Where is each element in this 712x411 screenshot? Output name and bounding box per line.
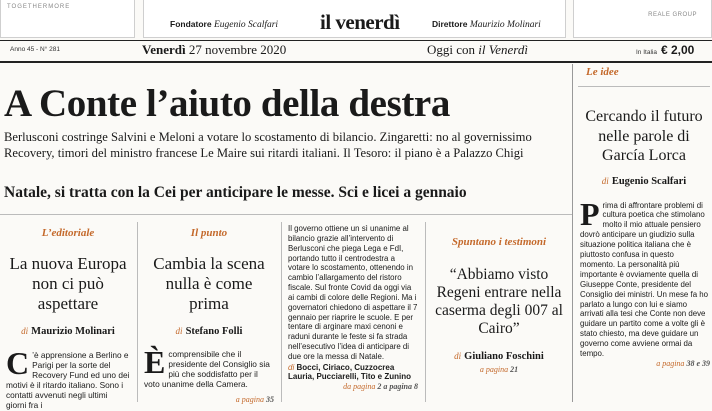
idee-title[interactable]: Cercando il futuro nelle parole di García Lorca — [585, 108, 703, 164]
news-page-range: 2 a pagina 8 — [377, 381, 418, 391]
idee-text: rima di affrontare problemi di cultura poetica che stimolano molto il mio attuale pensiero dovrò anticipare un giudizio sulla situazione politica italiana che è piuttosto confusa in questo momento. La personalità più importante è ovviamente quella di Giuseppe Conte, presidente del Consiglio dei ministri. Un mese fa ho parlato a lungo con lui e siamo arrivati alla tesi che Conte non deve guidare un partito come a volte gli è stato chiesto, ma deve guidare un governo come avviene ormai da tempo. — [580, 200, 709, 359]
news-column — [288, 224, 418, 391]
masthead-center-box — [143, 0, 566, 38]
director-label: Direttore — [432, 19, 468, 29]
top-rule — [0, 40, 712, 41]
promo-name: il Venerdì — [478, 42, 528, 57]
punto-dropcap: È — [144, 344, 166, 380]
promo-line — [427, 42, 528, 58]
date-day: Venerdì — [142, 42, 186, 57]
testimoni-by: di — [454, 351, 462, 361]
masthead-left-box — [0, 0, 135, 38]
punto-column — [144, 227, 274, 404]
editorial-byline — [6, 326, 130, 337]
punto-page-ref[interactable] — [144, 395, 274, 404]
editorial-dropcap: C — [6, 345, 30, 381]
news-byline-prefix: di — [288, 362, 295, 372]
punto-title[interactable]: Cambia la scena nulla è come prima — [153, 254, 265, 313]
editorial-text: ’è apprensione a Berlino e Parigi per la sorte del Recovery Fund ed uno dei motivi è il ritardo italiano. Sono i contatti avvenuti negli ultimi giorni fra i — [6, 350, 130, 411]
right-column-rule — [572, 64, 573, 402]
news-page-ref[interactable] — [288, 382, 418, 391]
idee-dropcap: P — [580, 195, 600, 232]
director-credit — [432, 19, 541, 30]
price-label: In Italia — [636, 49, 657, 56]
founder-label: Fondatore — [170, 19, 212, 29]
testimoni-page-num: 21 — [510, 365, 519, 374]
col-divider-1 — [137, 222, 138, 402]
editorial-title[interactable]: La nuova Europa non ci può aspettare — [9, 254, 127, 313]
col-divider-3 — [425, 222, 426, 402]
testimoni-author: Giuliano Foschini — [464, 351, 544, 362]
news-byline-names: Bocci, Ciriaco, Cuzzocrea Lauria, Pucciarelli, Tito e Zunino — [288, 362, 411, 382]
date-rest: 27 novembre 2020 — [188, 42, 287, 57]
col-divider-2 — [281, 222, 282, 402]
lead-deck — [4, 130, 564, 161]
date-rule — [0, 61, 712, 63]
testimoni-page-prefix: a pagina — [479, 365, 509, 374]
editorial-by: di — [21, 326, 29, 336]
price — [636, 41, 694, 59]
editorial-body — [6, 345, 130, 411]
idee-rule — [578, 86, 710, 87]
punto-kicker: Il punto — [190, 227, 228, 239]
idee-byline — [578, 176, 710, 187]
news-page-prefix: da pagina — [343, 381, 376, 391]
idee-page-ref[interactable] — [578, 359, 710, 368]
idee-column — [578, 66, 710, 368]
idee-section: Le idee — [586, 66, 619, 78]
newspaper-logo: il venerdì — [320, 10, 400, 34]
news-byline — [288, 363, 418, 382]
editorial-kicker: L’editoriale — [41, 227, 95, 239]
issue-date — [142, 42, 286, 58]
editorial-column — [6, 227, 130, 411]
punto-by: di — [175, 326, 183, 336]
lead-subhead: Natale, si tratta con la Cei per anticipare le messe. Sci e licei a gennaio — [4, 184, 467, 201]
idee-by: di — [601, 175, 609, 186]
idee-page-range: 38 e 39 — [686, 359, 710, 368]
issue-number: Anno 45 - N° 281 — [10, 46, 60, 53]
price-value: € 2,00 — [660, 43, 695, 57]
testimoni-column — [432, 236, 566, 374]
testimoni-kicker: Spuntano i testimoni — [451, 236, 547, 248]
idee-body — [578, 195, 710, 360]
punto-byline — [144, 326, 274, 337]
promo-prefix: Oggi con — [427, 42, 476, 57]
editorial-author: Maurizio Molinari — [31, 326, 115, 337]
masthead-right-box — [573, 0, 712, 38]
founder-credit — [170, 19, 278, 30]
section-rule — [0, 214, 572, 215]
testimoni-title[interactable]: “Abbiamo visto Regeni entrare nella caserma degli 007 al Cairo” — [435, 266, 563, 337]
idee-author: Eugenio Scalfari — [611, 175, 687, 187]
punto-text: comprensibile che il presidente del Consiglio sia più che soddisfatto per il voto unanime della Camera. — [144, 349, 270, 390]
masthead-right-tag: REALE GROUP — [648, 12, 697, 18]
punto-body — [144, 344, 274, 391]
punto-page-num: 35 — [266, 395, 274, 404]
testimoni-page-ref[interactable] — [432, 365, 566, 374]
punto-page-prefix: a pagina — [235, 395, 264, 404]
deck-line-1: Berlusconi costringe Salvini e Meloni a votare lo scostamento di bilancio. Zingaretti: no al governissimo — [4, 130, 532, 144]
main-headline: A Conte l’aiuto della destra — [4, 82, 450, 125]
director-name: Maurizio Molinari — [469, 20, 541, 30]
idee-page-prefix: a pagina — [656, 359, 685, 368]
founder-name: Eugenio Scalfari — [213, 20, 279, 30]
testimoni-byline — [432, 351, 566, 362]
news-body: Il governo ottiene un sì unanime al bilancio grazie all’intervento di Berlusconi che piega Lega e FdI, portando tutto il centrodestra a votare lo scostamento, ottenendo in cambio l’allargamento del ristoro fiscale. Sul fronte Covid da oggi via ai cambi di colore delle Regioni. Ma i governatori chiedono di aspettare il 7 gennaio per riaprire le scuole. E per tentare di arginare maxi cenoni e raduni durante le feste si fa strada nell’esecutivo l’idea di anticipare di due ore la messa di Natale. — [288, 224, 418, 361]
deck-line-2: Recovery, timori del ministro francese Le Maire sui ritardi italiani. Il Tesoro: il piano è a Palazzo Chigi — [4, 145, 524, 160]
masthead-left-tag: TOGETHERMORE — [7, 4, 71, 10]
punto-author: Stefano Folli — [185, 326, 243, 337]
masthead — [0, 0, 712, 40]
